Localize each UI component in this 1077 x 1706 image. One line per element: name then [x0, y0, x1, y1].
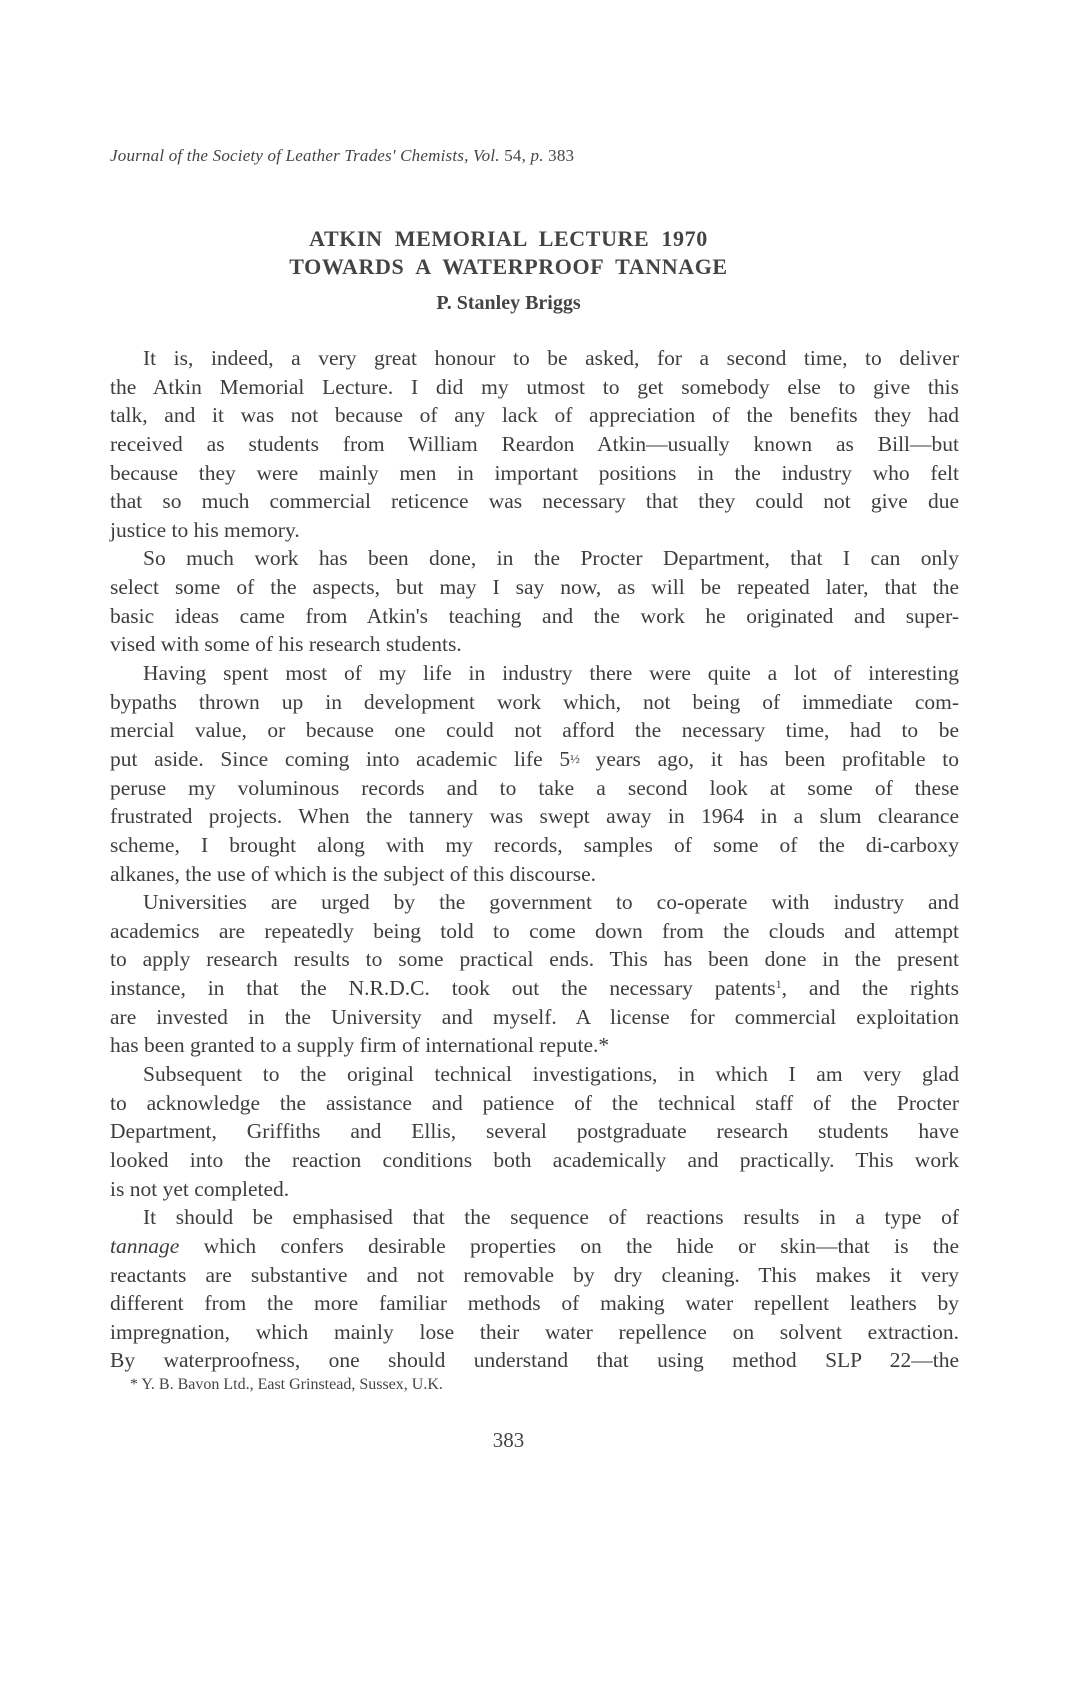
text-line: is not yet completed.	[110, 1176, 290, 1201]
paragraph	[110, 888, 959, 1060]
text-line: select some of the aspects, but may I say now, as will be repeated later, that the	[110, 575, 959, 600]
text-fragment: , and the rights	[781, 976, 959, 1001]
text-line: peruse my voluminous records and to take a second look at some of these	[110, 775, 959, 800]
text-line: reactants are substantive and not removable by dry cleaning. This makes it very	[110, 1262, 959, 1287]
text-line: impregnation, which mainly lose their water repellence on solvent extraction.	[110, 1319, 959, 1344]
page-label: p.	[530, 146, 544, 165]
paragraph	[110, 659, 959, 888]
text-line: vised with some of his research students.	[110, 632, 462, 657]
text-line: It should be emphasised that the sequence of reactions results in a type of	[143, 1205, 959, 1230]
text-line: received as students from William Reardon Atkin—usually known as Bill—but	[110, 431, 959, 456]
text-line: justice to his memory.	[110, 517, 300, 542]
italic-term: tannage	[110, 1233, 180, 1258]
text-line: has been granted to a supply firm of international repute.*	[110, 1033, 610, 1058]
text-fragment: which confers desirable properties on the hide or skin—that is the	[203, 1233, 960, 1258]
fraction: ½	[570, 750, 579, 766]
text-line: talk, and it was not because of any lack of appreciation of the benefits they had	[110, 403, 959, 428]
volume-number: 54,	[504, 146, 527, 165]
text-fragment: years ago, it has been profitable to	[578, 746, 959, 771]
text-line: frustrated projects. When the tannery was swept away in 1964 in a slum clearance	[110, 804, 959, 829]
text-line: academics are repeatedly being told to come down from the clouds and attempt	[110, 918, 959, 943]
text-fragment: put aside. Since coming into academic life 5	[110, 746, 571, 771]
text-line: Department, Griffiths and Ellis, several postgraduate research students have	[110, 1119, 959, 1144]
author-name: P. Stanley Briggs	[436, 292, 581, 314]
text-line: bypaths thrown up in development work which, not being of immediate com-	[110, 689, 959, 714]
paragraph	[110, 344, 959, 544]
paragraph	[110, 544, 959, 659]
text-line: to acknowledge the assistance and patience of the technical staff of the Procter	[110, 1090, 959, 1115]
text-line: So much work has been done, in the Procter Department, that I can only	[143, 546, 959, 571]
journal-citation: Journal of the Society of Leather Trades' Chemists, Vol.	[110, 146, 500, 165]
text-line: to apply research results to some practical ends. This has been done in the present	[110, 947, 959, 972]
text-line: By waterproofness, one should understand that using method SLP 22—the	[110, 1348, 959, 1373]
text-line: It is, indeed, a very great honour to be asked, for a second time, to deliver	[143, 346, 959, 370]
text-line: scheme, I brought along with my records, samples of some of the di-carboxy	[110, 832, 959, 857]
text-line: looked into the reaction conditions both academically and practically. This work	[110, 1147, 959, 1172]
text-line: that so much commercial reticence was necessary that they could not give due	[110, 489, 959, 514]
text-line: are invested in the University and myself. A license for commercial exploitation	[110, 1004, 959, 1029]
text-line: different from the more familiar methods of making water repellent leathers by	[110, 1291, 959, 1316]
text-line	[110, 974, 959, 1003]
text-fragment: instance, in that the N.R.D.C. took out the necessary patents	[110, 976, 776, 1001]
text-line: because they were mainly men in important positions in the industry who felt	[110, 460, 959, 485]
text-line: Subsequent to the original technical investigations, in which I am very glad	[143, 1062, 959, 1087]
text-line	[110, 1232, 959, 1261]
article-title: TOWARDS A WATERPROOF TANNAGE	[289, 254, 728, 279]
paragraph	[110, 1203, 959, 1375]
footnote-ref-1[interactable]: 1	[775, 977, 782, 992]
text-line: Universities are urged by the government to co-operate with industry and	[143, 890, 959, 915]
text-line: the Atkin Memorial Lecture. I did my utmost to get somebody else to give this	[110, 374, 959, 399]
lecture-title: ATKIN MEMORIAL LECTURE 1970	[309, 226, 708, 251]
text-line: basic ideas came from Atkin's teaching and the work he originated and super-	[110, 603, 959, 628]
page-number: 383	[492, 1428, 525, 1452]
text-line: mercial value, or because one could not afford the necessary time, had to be	[110, 718, 959, 743]
running-head-page: 383	[548, 146, 575, 165]
footnote: * Y. B. Bavon Ltd., East Grinstead, Sussex, U.K.	[130, 1376, 443, 1393]
text-line: Having spent most of my life in industry there were quite a lot of interesting	[143, 661, 959, 686]
text-line	[110, 745, 959, 774]
text-line: alkanes, the use of which is the subject of this discourse.	[110, 861, 597, 886]
paragraph	[110, 1060, 959, 1203]
article-body	[110, 344, 959, 1375]
running-head	[110, 146, 574, 166]
